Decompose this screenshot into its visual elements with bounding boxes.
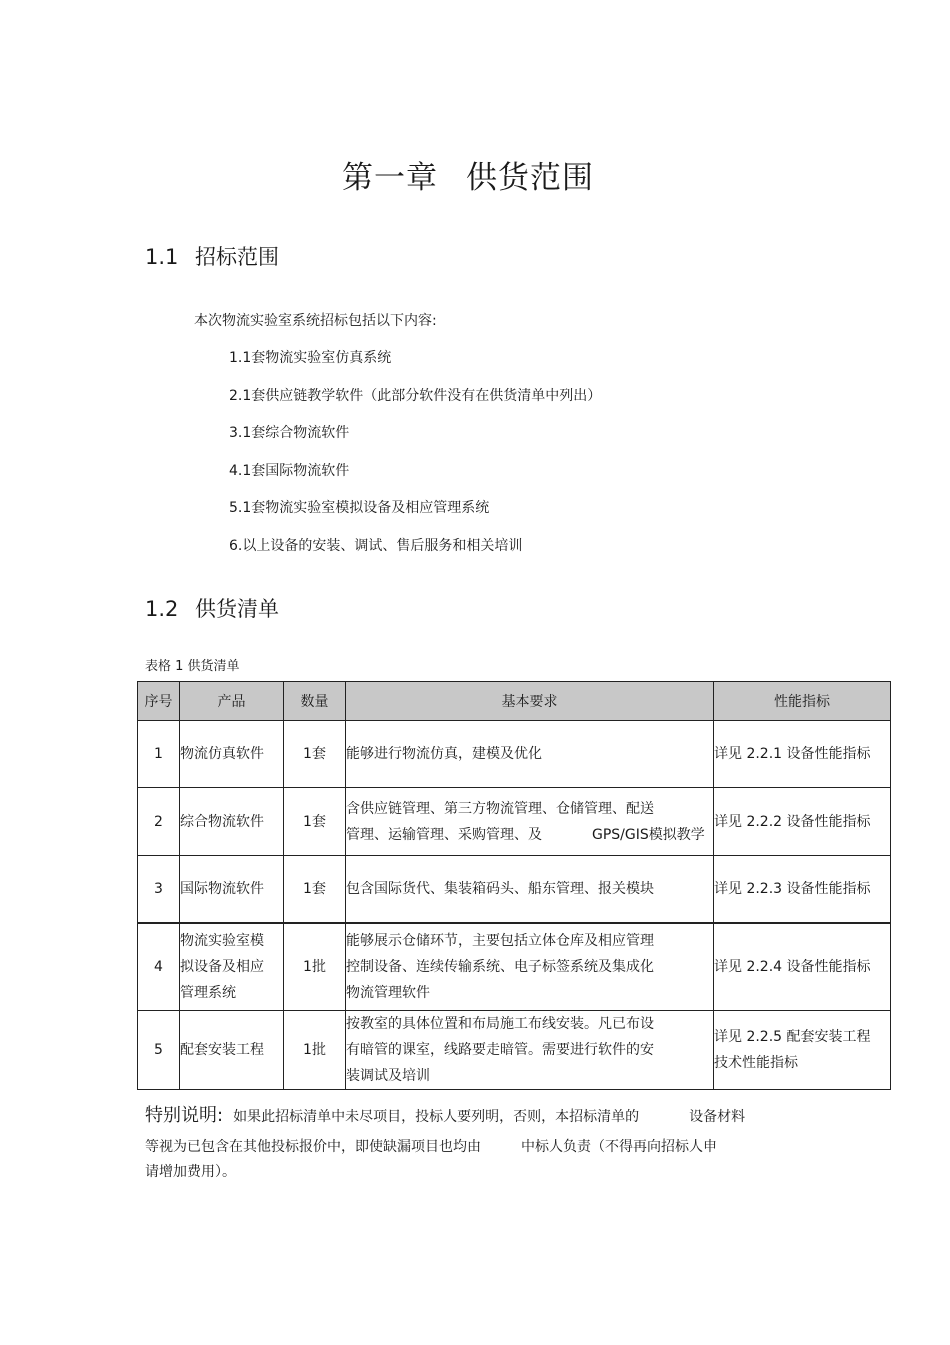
note-text: 设备材料 [689, 1109, 746, 1125]
cell-line: 装调试及培训 [346, 1068, 430, 1084]
note-text: 中标人负责（不得再向招标人申 [521, 1139, 717, 1155]
note-line [145, 1132, 825, 1162]
section-title: 招标范围 [195, 245, 279, 269]
section-heading-supply-list [145, 593, 279, 623]
cell-line: 能够展示仓储环节，主要包括立体仓库及相应管理 [346, 933, 654, 949]
header-cell-no: 序号 [138, 682, 180, 721]
section-number: 1.1 [145, 245, 179, 269]
intro-paragraph: 本次物流实验室系统招标包括以下内容: [194, 313, 437, 329]
cell-line: 控制设备、连续传输系统、电子标签系统及集成化 [346, 959, 654, 975]
header-cell-performance: 性能指标 [714, 682, 891, 721]
cell-line: 按教室的具体位置和布局施工布线安装。凡已布设 [346, 1016, 654, 1032]
header-cell-requirements: 基本要求 [346, 682, 714, 721]
cell-product: 配套安装工程 [180, 1011, 284, 1090]
chapter-title [0, 152, 936, 197]
cell-product [180, 923, 284, 1011]
cell-no: 3 [138, 856, 180, 924]
cell-line: 含供应链管理、第三方物流管理、仓储管理、配送 [346, 800, 654, 817]
note-label: 特别说明: [145, 1105, 224, 1126]
cell-product: 综合物流软件 [180, 788, 284, 856]
cell-product: 国际物流软件 [180, 856, 284, 924]
cell-line: 拟设备及相应 [180, 959, 264, 975]
table-row [138, 788, 891, 856]
list-item: 4.1套国际物流软件 [229, 462, 350, 479]
cell-line: 有暗管的课室，线路要走暗管。需要进行软件的安 [346, 1042, 654, 1058]
cell-performance: 详见 2.2.4 设备性能指标 [714, 923, 891, 1011]
cell-product: 物流仿真软件 [180, 721, 284, 788]
cell-text: 管理、运输管理、采购管理、及 [346, 826, 542, 843]
special-note [145, 1101, 825, 1182]
table-row [138, 856, 891, 924]
cell-no: 5 [138, 1011, 180, 1090]
table-caption: 表格 1 供货清单 [145, 659, 240, 674]
note-line [145, 1101, 825, 1132]
cell-qty: 1套 [284, 721, 346, 788]
list-item: 6.以上设备的安装、调试、售后服务和相关培训 [229, 537, 523, 554]
chapter-number: 第一章 [342, 160, 438, 196]
cell-qty: 1批 [284, 1011, 346, 1090]
cell-qty: 1批 [284, 923, 346, 1011]
section-number: 1.2 [145, 597, 179, 621]
note-text: 如果此招标清单中未尽项目，投标人要列明，否则，本招标清单的 [233, 1109, 640, 1125]
cell-requirements [346, 788, 714, 856]
header-cell-product: 产品 [180, 682, 284, 721]
table-row [138, 721, 891, 788]
cell-no: 1 [138, 721, 180, 788]
header-cell-qty: 数量 [284, 682, 346, 721]
supply-table [137, 681, 891, 1090]
list-item: 1.1套物流实验室仿真系统 [229, 350, 392, 366]
table-row [138, 923, 891, 1011]
note-text: 等视为已包含在其他投标报价中，即使缺漏项目也均由 [145, 1139, 481, 1155]
cell-line [346, 822, 713, 848]
note-line: 请增加费用）。 [145, 1164, 236, 1180]
cell-qty: 1套 [284, 788, 346, 856]
cell-line: 管理系统 [180, 985, 236, 1001]
cell-line: 详见 2.2.5 配套安装工程 [714, 1029, 871, 1045]
table-header-row [138, 682, 891, 721]
cell-performance: 详见 2.2.2 设备性能指标 [714, 788, 891, 856]
cell-requirements: 包含国际货代、集装箱码头、船东管理、报关模块 [346, 856, 714, 924]
scope-list [229, 347, 601, 573]
cell-requirements [346, 923, 714, 1011]
cell-line: 技术性能指标 [714, 1055, 798, 1071]
cell-text: GPS/GIS模拟教学 [592, 826, 705, 843]
cell-qty: 1套 [284, 856, 346, 924]
chapter-name: 供货范围 [466, 160, 594, 196]
cell-performance: 详见 2.2.3 设备性能指标 [714, 856, 891, 924]
cell-no: 2 [138, 788, 180, 856]
section-title: 供货清单 [195, 597, 279, 621]
list-item: 5.1套物流实验室模拟设备及相应管理系统 [229, 500, 490, 517]
cell-performance: 详见 2.2.1 设备性能指标 [714, 721, 891, 788]
table-row [138, 1011, 891, 1090]
cell-requirements: 能够进行物流仿真，建模及优化 [346, 721, 714, 788]
list-item: 2.1套供应链教学软件（此部分软件没有在供货清单中列出） [229, 387, 602, 404]
section-heading-bidding-scope [145, 241, 279, 271]
cell-line: 物流实验室模 [180, 933, 264, 949]
cell-performance [714, 1011, 891, 1090]
cell-line: 物流管理软件 [346, 985, 430, 1001]
cell-no: 4 [138, 923, 180, 1011]
cell-requirements [346, 1011, 714, 1090]
list-item: 3.1套综合物流软件 [229, 425, 350, 442]
